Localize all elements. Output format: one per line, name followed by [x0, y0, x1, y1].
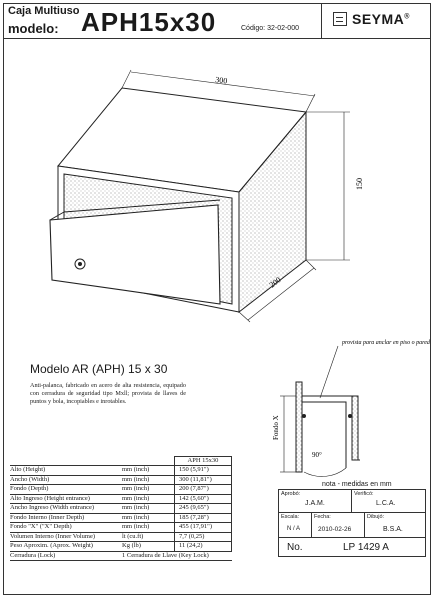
table-row: [10, 532, 232, 542]
spec-label: Ancho (Width): [10, 475, 50, 483]
table-row: [10, 522, 232, 532]
verifico-value: L.C.A.: [376, 500, 396, 507]
doc-no-value: LP 1429 A: [343, 542, 389, 553]
spec-unit: mm (inch): [122, 513, 150, 521]
spec-value: 150 (5,91"): [174, 466, 232, 475]
header: [3, 3, 431, 39]
spec-value: 142 (5,60"): [174, 495, 232, 504]
spec-label: Fondo "X" ("X" Depth): [10, 523, 72, 530]
product-type: Caja Multiuso: [8, 5, 80, 17]
model-name: APH15x30: [81, 7, 217, 37]
table-row: [10, 541, 232, 551]
aprobo-value: J.A.M.: [305, 500, 325, 507]
brand-text: SEYMA: [352, 11, 405, 27]
fecha-label: Fecha:: [314, 514, 331, 520]
verifico-label: Verificó:: [354, 491, 374, 497]
mounting-detail-drawing: [264, 340, 430, 482]
table-row: [10, 503, 232, 513]
header-divider: [321, 3, 322, 39]
table-row: [10, 465, 232, 475]
table-row: [10, 494, 232, 504]
fecha-cell: [311, 512, 365, 538]
measurement-note: nota - medidas en mm: [322, 481, 392, 488]
spec-unit: mm (inch): [122, 475, 150, 483]
spec-label: Cerradura (Lock): [10, 551, 56, 559]
document-number-cell: [278, 537, 426, 557]
dim-depth-label: 200: [267, 275, 283, 290]
aprobo-cell: [278, 489, 352, 513]
table-row: [10, 484, 232, 494]
spec-unit: lt (cu.ft): [122, 532, 144, 540]
door: [50, 205, 220, 304]
spec-label: Fondo (Depth): [10, 485, 49, 492]
table-row: [10, 551, 232, 562]
spec-value: 1 Cerradura de Llave (Key Lock): [122, 551, 209, 559]
spec-value: 185 (7,28"): [174, 514, 232, 523]
spec-label: Alto Ingreso (Height entrance): [10, 494, 90, 502]
spec-value: 11 (24,2): [174, 542, 232, 551]
model-title: Modelo AR (APH) 15 x 30: [30, 362, 168, 376]
escala-label: Escala:: [281, 514, 300, 520]
model-description: Anti-palanca, fabricado en acero de alta resistencia, equipado con cerradura de seguridad tipo Mxll; provista de llaves de puntos y bola, incopiables e inrotables.: [30, 382, 186, 405]
spec-label: Fondo Interno (Inner Depth): [10, 513, 85, 521]
fecha-value: 2010-02-26: [318, 526, 352, 533]
specs-header-label: APH 15x30: [174, 456, 232, 465]
spec-unit: Kg (lb): [122, 542, 141, 549]
verifico-cell: [351, 489, 426, 513]
dim-height-label: 150: [355, 178, 364, 190]
spec-label: Alto (Height): [10, 466, 46, 473]
seyma-logo-icon: [333, 12, 347, 26]
spec-label: Volumen Interno (Inner Volume): [10, 532, 96, 540]
model-label: modelo:: [8, 21, 59, 36]
table-row: [10, 475, 232, 485]
box-isometric-drawing: [10, 60, 420, 340]
escala-cell: [278, 512, 312, 538]
specs-table: [10, 456, 232, 561]
doc-no-label: No.: [287, 542, 303, 553]
approval-block: [278, 489, 426, 589]
spec-value: 455 (17,91"): [174, 523, 232, 532]
spec-value: 7,7 (0,25): [174, 533, 232, 542]
specs-header: [10, 456, 232, 465]
spec-unit: mm (inch): [122, 466, 150, 473]
spec-label: Peso Aproxim. (Aprox. Weight): [10, 542, 93, 549]
spec-value: 200 (7,87"): [174, 485, 232, 494]
dibujo-cell: [364, 512, 426, 538]
spec-value: 300 (11,81"): [174, 476, 232, 485]
table-row: [10, 513, 232, 523]
spec-unit: mm (inch): [122, 504, 150, 511]
fondo-x-label: Fondo X: [272, 415, 280, 440]
spec-value: 245 (9,65"): [174, 504, 232, 513]
spec-unit: mm (inch): [122, 494, 150, 502]
angle-label: 90°: [312, 451, 322, 459]
product-code: Código: 32-02-000: [241, 25, 299, 32]
aprobo-label: Aprobó:: [281, 491, 301, 497]
spec-unit: mm (inch): [122, 485, 150, 492]
detail-note-text: provista para anclar en piso o pared: [342, 340, 430, 346]
brand-name: [352, 11, 410, 27]
escala-value: N / A: [287, 526, 301, 532]
dibujo-value: B.S.A.: [383, 526, 403, 533]
registered-mark: ®: [404, 13, 410, 21]
dibujo-label: Dibujó:: [367, 514, 385, 520]
spec-label: Ancho Ingreso (Width entrance): [10, 504, 95, 511]
dim-width-label: 300: [214, 75, 228, 86]
detail-note: [341, 340, 431, 346]
spec-unit: mm (inch): [122, 523, 150, 530]
